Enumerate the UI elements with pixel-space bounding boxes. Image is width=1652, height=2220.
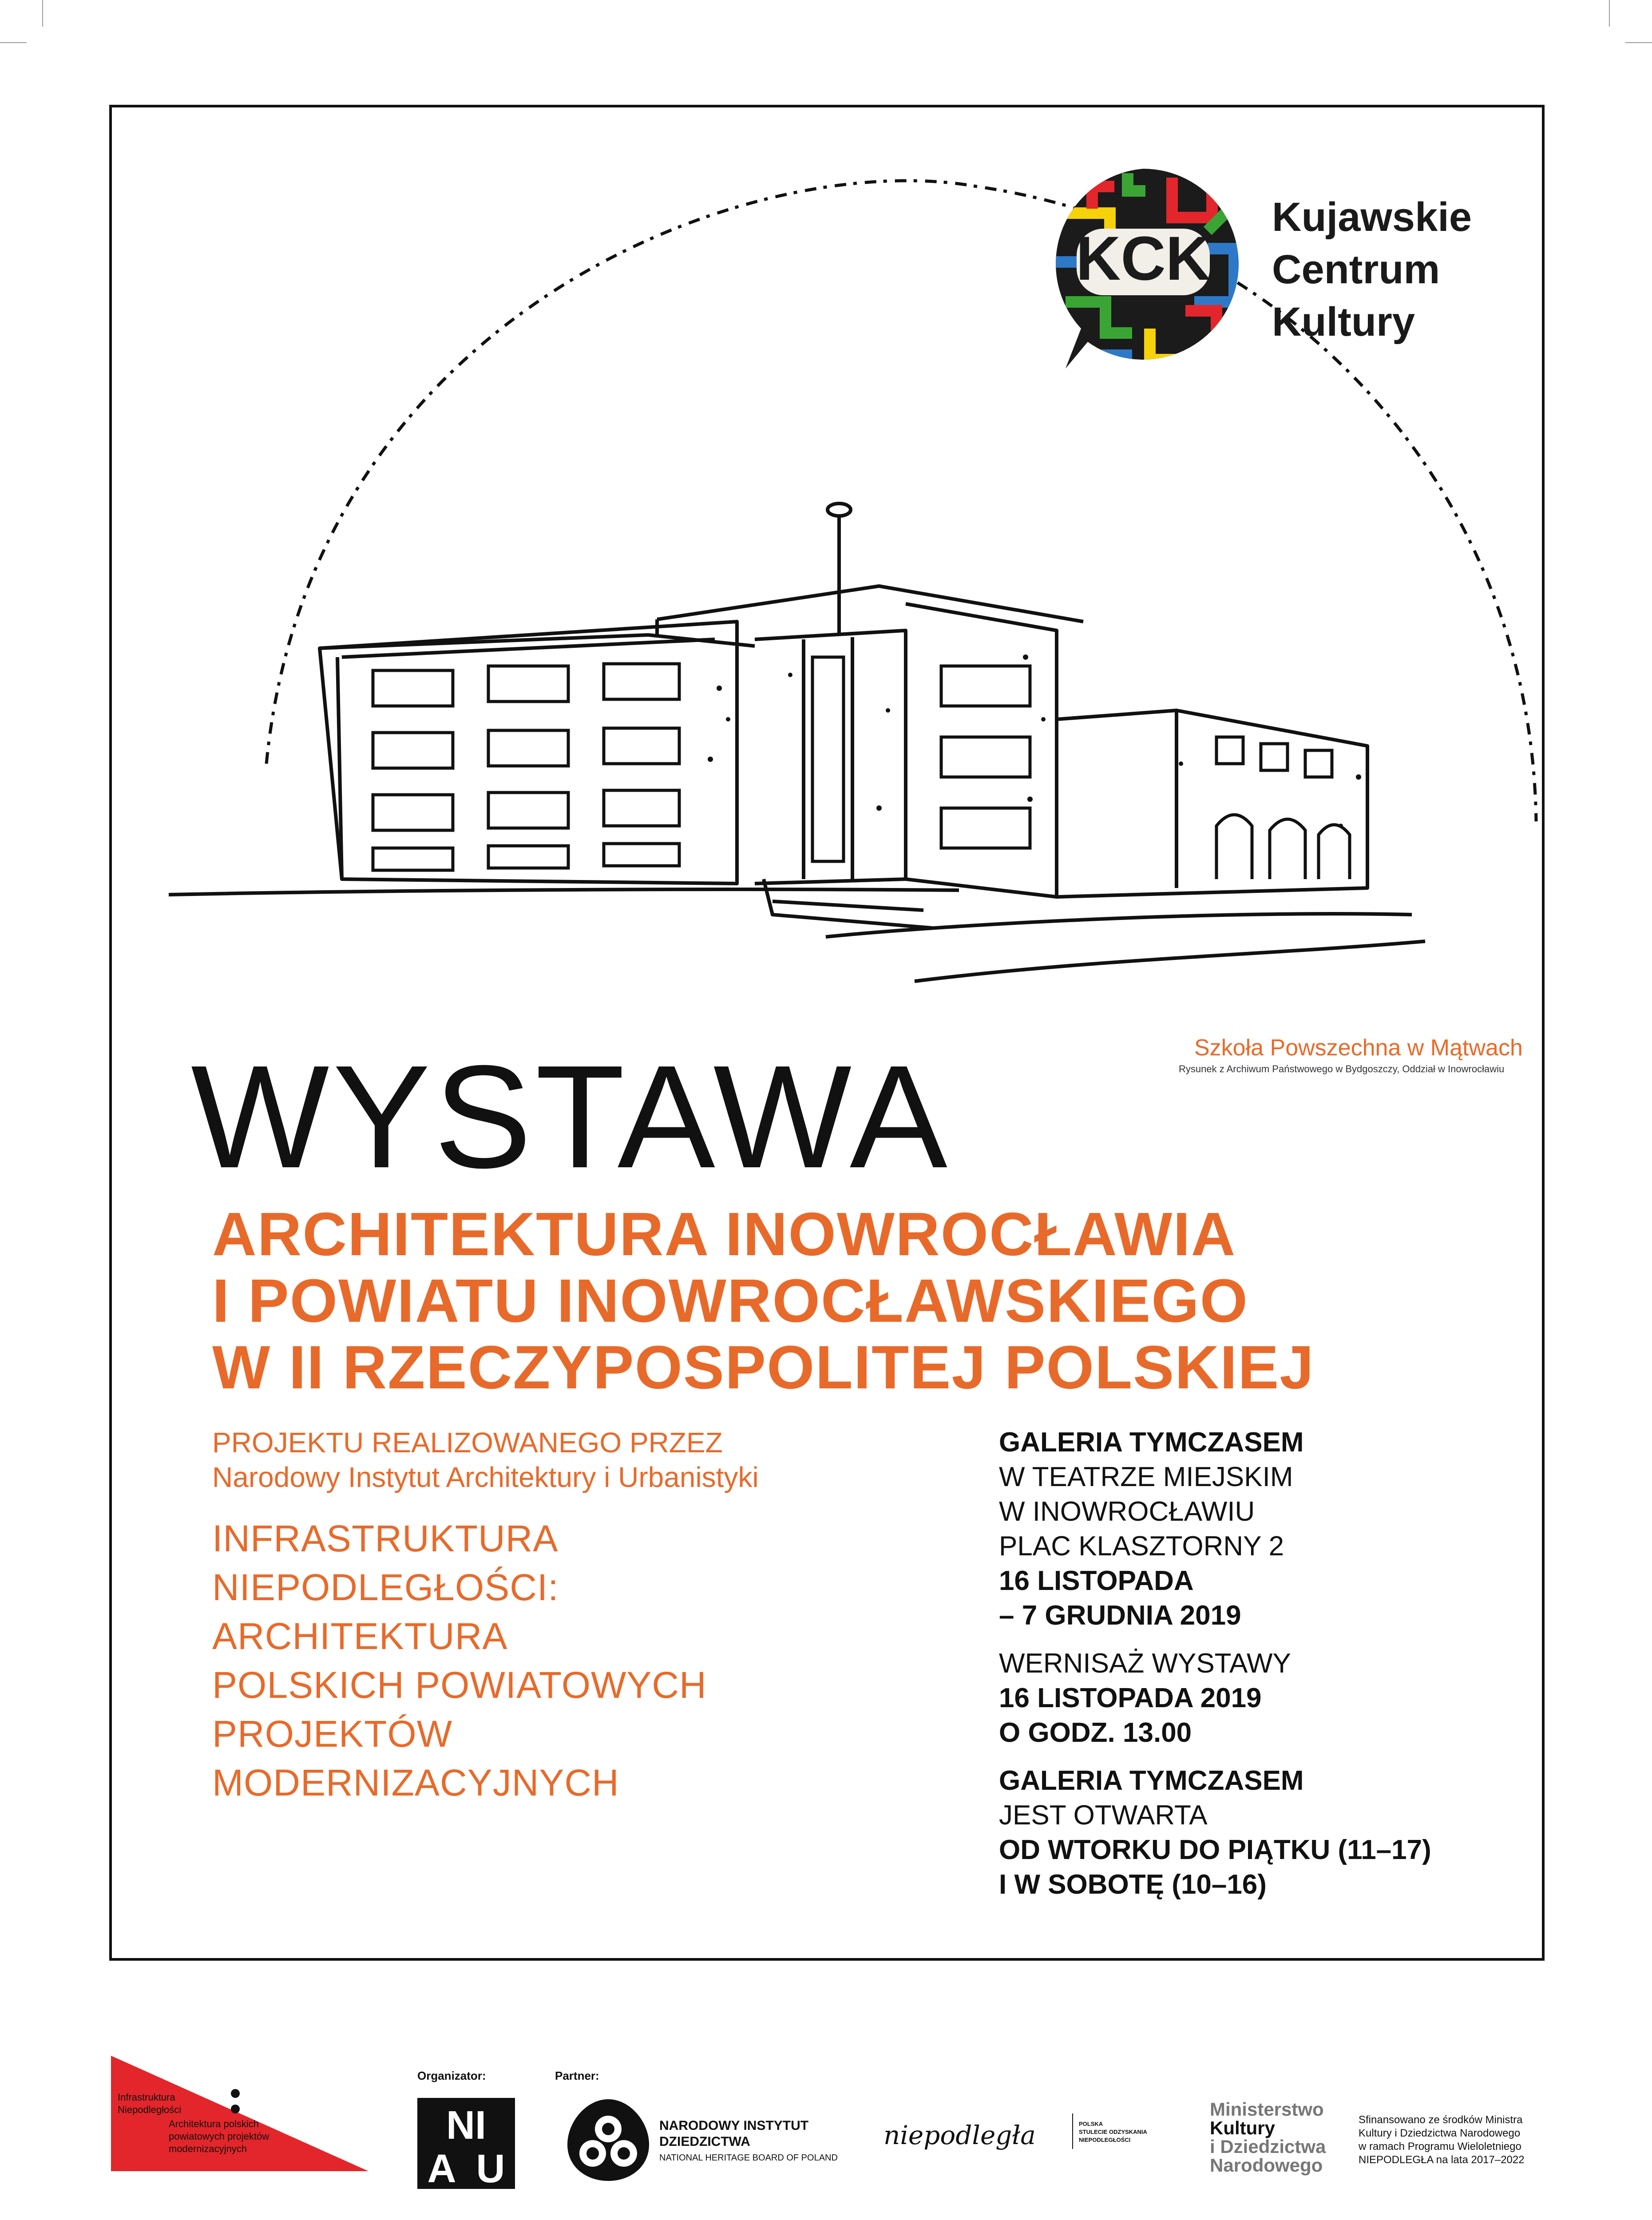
drawing-caption: Szkoła Powszechna w Mątwach [1194,1035,1523,1061]
kck-mark-text: KCK [1076,223,1211,293]
school-building-drawing [160,488,1492,1035]
nid-line: DZIEDZICTWA [659,2134,750,2149]
subtitle-line: ARCHITEKTURA INOWROCŁAWIA [212,1200,1236,1269]
infra-logo-line: Architektura polskich [169,2118,259,2129]
kck-line: Kultury [1272,299,1415,345]
kck-line: Centrum [1272,247,1440,292]
subtitle-line: I POWIATU INOWROCŁAWSKIEGO [212,1267,1248,1335]
infra-logo-line: modernizacyjnych [169,2143,247,2154]
funding-line: w ramach Programu Wieloletniego [1359,2141,1521,2153]
funding-note [1359,2113,1525,2167]
opening-label: WERNISAŻ WYSTAWY [999,1648,1291,1679]
venue-name: GALERIA TYMCZASEM [999,1427,1304,1458]
project-block [212,1425,759,1495]
infra-line: NIEPODLEGŁOŚCI: [212,1566,559,1608]
infra-line: ARCHITEKTURA [212,1615,508,1657]
niepodlegla-side-line: NIEPODLEGŁOŚCI [1079,2137,1131,2143]
niepodlegla-divider [1072,2113,1073,2149]
ministry-logo [1210,2100,1326,2175]
infra-line: PROJEKTÓW [212,1713,453,1755]
niepodlegla-logo: niepodległa [883,2120,1036,2150]
exhibition-subtitle [212,1201,1315,1401]
partner-label: Partner: [555,2069,599,2082]
niepodlegla-side-line: STULECIE ODZYSKANIA [1079,2129,1147,2135]
niau-line: U [476,2147,505,2189]
infrastruktura-logo-text [118,2091,181,2116]
infrastructure-block [212,1514,707,1807]
niepodlegla-side-line: POLSKA [1079,2121,1103,2127]
funding-line: NIEPODLEGŁA na lata 2017–2022 [1359,2154,1525,2166]
niepodlegla-side-text [1079,2120,1147,2144]
date-line: 16 LISTOPADA [999,1566,1194,1596]
ministry-line: Kultury [1210,2117,1275,2138]
subtitle-line: W II RZECZYPOSPOLITEJ POLSKIEJ [212,1333,1315,1402]
funding-line: Kultury i Dziedzictwa Narodowego [1359,2127,1521,2139]
ministry-line: Ministerstwo [1210,2099,1324,2120]
kck-logo-text [1272,191,1472,348]
date-line: – 7 GRUDNIA 2019 [999,1600,1241,1631]
infra-line: POLSKICH POWIATOWYCH [212,1664,707,1706]
nid-line: NATIONAL HERITAGE BOARD OF POLAND [659,2153,838,2163]
infra-line: MODERNIZACYJNYCH [212,1762,619,1804]
nid-line: NARODOWY INSTYTUT [659,2118,809,2133]
event-info [999,1425,1431,1902]
nid-logo-icon [564,2096,653,2184]
niau-line: A [427,2147,456,2189]
niau-line: NI [446,2103,486,2148]
kck-logo-icon [1039,160,1248,382]
venue-line: PLAC KLASZTORNY 2 [999,1531,1284,1562]
ministry-line: Narodowego [1210,2155,1323,2176]
venue-line: W TEATRZE MIEJSKIM [999,1462,1293,1492]
infra-logo-line: Infrastruktura [118,2092,175,2103]
infra-logo-line: Niepodległości [118,2104,182,2115]
opening-line: O GODZ. 13.00 [999,1717,1192,1748]
hours-venue: GALERIA TYMCZASEM [999,1765,1304,1796]
kck-line: Kujawskie [1272,194,1472,240]
infra-logo-line: powiatowych projektów [169,2131,269,2142]
infra-line: INFRASTRUKTURA [212,1518,559,1559]
hours-label: JEST OTWARTA [999,1800,1208,1831]
page-title: WYSTAWA [191,1035,951,1198]
funding-line: Sfinansowano ze środków Ministra [1359,2114,1523,2126]
ministry-line: i Dziedzictwa [1210,2136,1326,2157]
infrastruktura-logo-subtext [169,2118,269,2155]
drawing-credit: Rysunek z Archiwum Państwowego w Bydgoszczy, Oddział w Inowrocławiu [1179,1063,1505,1074]
hours-line: OD WTORKU DO PIĄTKU (11–17) [999,1835,1431,1865]
opening-line: 16 LISTOPADA 2019 [999,1683,1262,1713]
organizer-label: Organizator: [417,2069,486,2082]
hours-line: I W SOBOTĘ (10–16) [999,1869,1267,1900]
niau-logo-icon [417,2098,515,2189]
project-line: PROJEKTU REALIZOWANEGO PRZEZ [212,1427,723,1459]
project-line: Narodowy Instytut Architektury i Urbanistyki [212,1461,759,1493]
venue-line: W INOWROCŁAWIU [999,1496,1255,1527]
nid-logo-text [659,2118,838,2166]
